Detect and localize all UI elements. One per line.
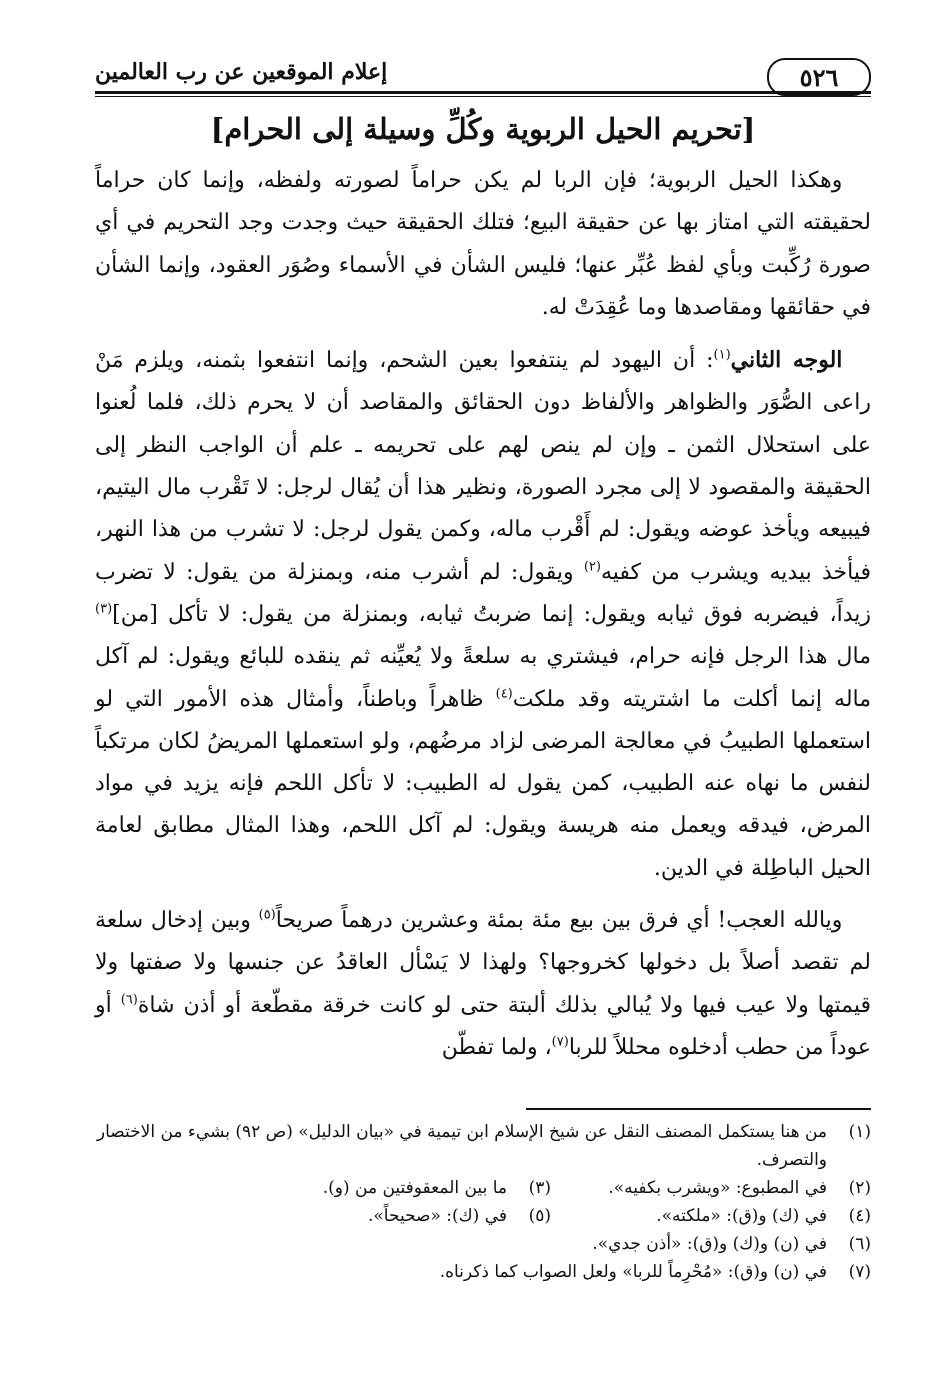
page-number: ٥٢٦	[767, 58, 871, 96]
footnote-number: (١)	[848, 1122, 871, 1142]
paragraph	[95, 160, 871, 329]
footnote-text: في (ن) و(ك) و(ق): «أذن جدي».	[592, 1234, 827, 1254]
paragraph-text: أو عوداً من حطب أدخلوه محللاً للربا	[95, 992, 871, 1060]
footnote	[95, 1230, 871, 1258]
paragraph-text: وهكذا الحيل الربوية؛ فإن الربا لم يكن حراماً لصورته ولفظه، وإنما كان حراماً لحقيقته التي امتاز بها عن حقيقة البيع؛ فتلك الحقيقة حيث وجدت وجد التحريم في أي صورة رُكِّبت وبأي لفظ عُبِّر عنها؛ فليس الشأن في الأسماء وصُوَر العقود، وإنما الشأن في حقائقها ومقاصدها وما عُقِدَتْ له.	[95, 168, 871, 320]
footnote-number: (٧)	[848, 1262, 871, 1282]
paragraph	[95, 339, 871, 890]
main-text	[95, 160, 871, 1069]
footnote-ref: (٤)	[495, 686, 513, 702]
paragraph	[95, 900, 871, 1069]
footnote-row	[95, 1202, 871, 1230]
footnote-ref: (٣)	[95, 601, 113, 617]
paragraph-text: ، ولما تفطّن	[441, 1034, 552, 1060]
paragraph-text: مال هذا الرجل فإنه حرام، فيشتري به سلعةً ولا يُعيِّنه ثم ينقده للبائع ويقول: لم آكل ماله إنما أكلت ما اشتريته وقد ملكت	[95, 644, 872, 712]
paragraph-lead: الوجه الثاني	[730, 347, 843, 374]
footnote	[95, 1118, 871, 1174]
footnote-text: في المطبوع: «ويشرب بكفيه».	[608, 1178, 827, 1198]
footnote-separator	[526, 1108, 871, 1110]
footnote-number: (٦)	[848, 1234, 871, 1254]
header-rule-thin	[95, 96, 871, 97]
footnote	[231, 1202, 551, 1230]
book-title: إعلام الموقعين عن رب العالمين	[95, 59, 388, 85]
footnote-text: من هنا يستكمل المصنف النقل عن شيخ الإسلام ابن تيمية في «بيان الدليل» (ص ٩٢) بشيء من الاختصار والتصرف.	[96, 1122, 827, 1170]
paragraph-text: ويالله العجب! أي فرق بين بيع مئة بمئة وعشرين درهماً صريحاً	[275, 908, 843, 934]
footnote-number: (٤)	[848, 1206, 871, 1226]
paragraph-text: : أن اليهود لم ينتفعوا بعين الشحم، وإنما انتفعوا بثمنه، ويلزم مَنْ راعى الصُّوَر والظواهر والألفاظ دون الحقائق والمقاصد أن لا يحرم ذلك، فلما لُعنوا على استحلال الثمن ـ وإن لم ينص لهم على تحريمه ـ علم أن الواجب النظر إلى الحقيقة والمقصود لا إلى مجرد الصورة، ونظير هذا أن يُقال لرجل: لا تَقْرب مال اليتيم، فيبيعه ويأخذ عوضه ويقول: لم أَقْرب ماله، وكمن يقول لرجل: لا تشرب من هذا النهر، فيأخذ بيديه ويشرب من كفيه	[95, 348, 871, 585]
footnote-ref: (٢)	[583, 559, 601, 575]
footnote	[231, 1174, 551, 1202]
paragraph-text: ظاهراً وباطناً، وأمثال هذه الأمور التي لو استعملها الطبيبُ في معالجة المرضى لزاد مرضُهم، ولو استعملها المريضُ لكان مرتكباً لنفس ما نهاه عنه الطبيب، كمن يقول له الطبيب: لا تأكل اللحم فإنه يزيد في مواد المرض، فيدقه ويعمل منه هريسة ويقول: لم آكل اللحم، وهذا المثال مطابق لعامة الحيل الباطِلة في الدين.	[95, 686, 871, 881]
footnote	[551, 1202, 871, 1230]
footnote-ref: (٦)	[120, 992, 138, 1008]
section-title: [تحريم الحيل الربوية وكُلِّ وسيلة إلى الحرام]	[210, 112, 756, 146]
header-rule	[95, 91, 871, 94]
paragraph-text: وبين إدخال سلعة لم تقصد أصلاً بل دخولها كخروجها؟ ولهذا لا يَسْأل العاقدُ عن جنسها ولا صفتها ولا قيمتها ولا عيب فيها ولا يُبالي بذلك ألبتة حتى لو كانت خرقة مقطّعة أو أذن شاة	[95, 908, 872, 1018]
paragraph-text: ويقول: لم أشرب منه، وبمنزلة من يقول: لا تضرب زيداً، فيضربه فوق ثيابه ويقول: إنما ضربتُ ثيابه، وبمنزلة من يقول: لا تأكل [من]	[95, 559, 871, 627]
footnotes	[95, 1118, 871, 1286]
footnote-ref: (٥)	[258, 907, 276, 923]
footnote-number: (٥)	[528, 1206, 551, 1226]
footnote-ref: (٧)	[551, 1034, 569, 1050]
footnote-text: في (ك): «صحيحاً».	[367, 1206, 507, 1226]
footnote-text: ما بين المعقوفتين من (و).	[322, 1178, 507, 1198]
footnote-text: في (ك) و(ق): «ملكته».	[656, 1206, 827, 1226]
footnote-text: في (ن) و(ق): «مُحْرِماً للربا» ولعل الصواب كما ذكرناه.	[439, 1262, 827, 1282]
footnote	[551, 1174, 871, 1202]
running-header	[95, 55, 871, 95]
footnote	[95, 1258, 871, 1286]
footnote-number: (٣)	[528, 1178, 551, 1198]
footnote-ref: (١)	[713, 347, 731, 363]
footnote-row	[95, 1174, 871, 1202]
footnote-number: (٢)	[848, 1178, 871, 1198]
